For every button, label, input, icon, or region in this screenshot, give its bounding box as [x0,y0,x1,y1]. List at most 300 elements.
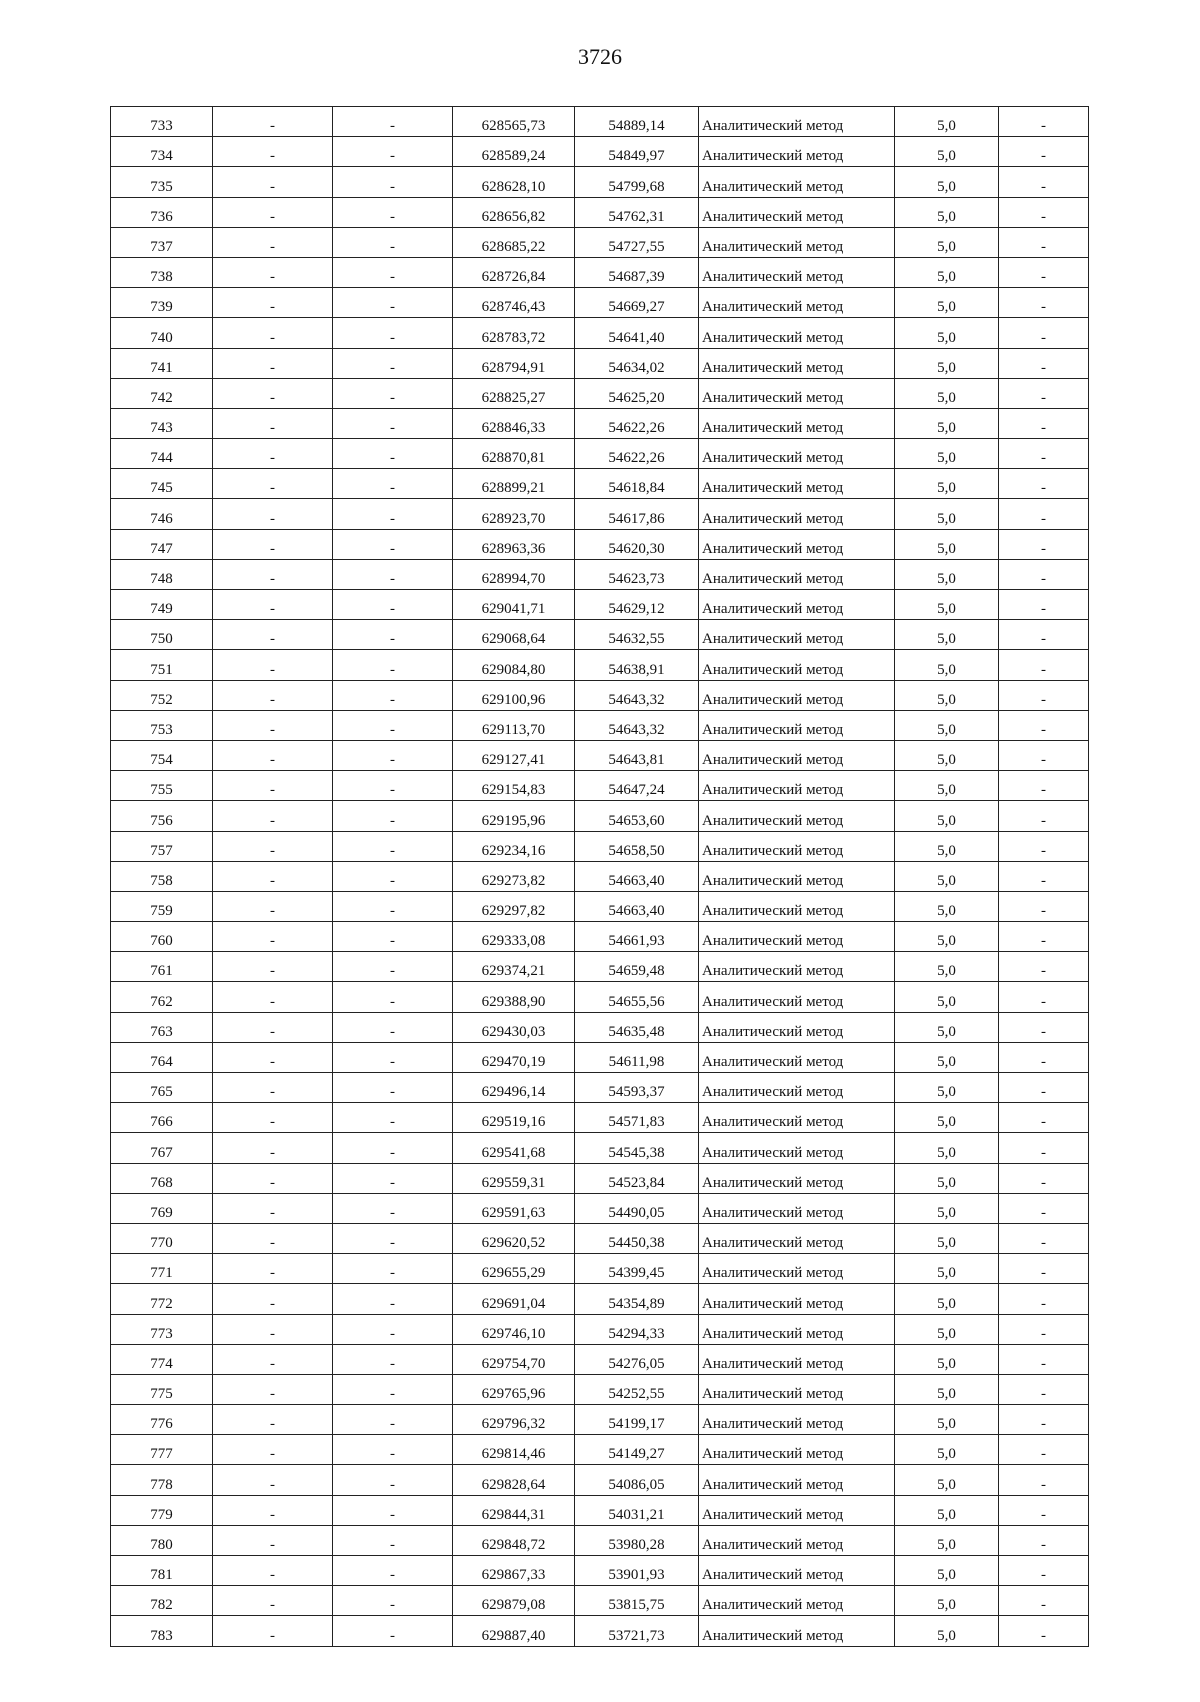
point-number-cell: 761 [111,952,213,982]
empty-x-cell: - [213,1284,333,1314]
point-number-cell: 757 [111,831,213,861]
method-cell: Аналитический метод [699,891,895,921]
empty-y-cell: - [333,1495,453,1525]
description-cell: - [999,378,1089,408]
accuracy-cell: 5,0 [895,227,999,257]
description-cell: - [999,1495,1089,1525]
point-number-cell: 753 [111,710,213,740]
y-coordinate-cell: 54622,26 [575,408,699,438]
table-row [111,891,1089,921]
table-row [111,318,1089,348]
y-coordinate-cell: 54086,05 [575,1465,699,1495]
empty-x-cell: - [213,891,333,921]
table-row [111,107,1089,137]
point-number-cell: 772 [111,1284,213,1314]
point-number-cell: 735 [111,167,213,197]
description-cell: - [999,257,1089,287]
method-cell: Аналитический метод [699,1223,895,1253]
empty-x-cell: - [213,1586,333,1616]
x-coordinate-cell: 628783,72 [453,318,575,348]
point-number-cell: 756 [111,801,213,831]
method-cell: Аналитический метод [699,861,895,891]
method-cell: Аналитический метод [699,1344,895,1374]
x-coordinate-cell: 628923,70 [453,499,575,529]
point-number-cell: 736 [111,197,213,227]
empty-y-cell: - [333,107,453,137]
y-coordinate-cell: 54490,05 [575,1193,699,1223]
y-coordinate-cell: 54663,40 [575,861,699,891]
table-row [111,982,1089,1012]
method-cell: Аналитический метод [699,1495,895,1525]
method-cell: Аналитический метод [699,1616,895,1646]
point-number-cell: 777 [111,1435,213,1465]
empty-x-cell: - [213,1193,333,1223]
accuracy-cell: 5,0 [895,1012,999,1042]
method-cell: Аналитический метод [699,1556,895,1586]
empty-x-cell: - [213,1163,333,1193]
point-number-cell: 745 [111,469,213,499]
description-cell: - [999,1616,1089,1646]
point-number-cell: 759 [111,891,213,921]
x-coordinate-cell: 628565,73 [453,107,575,137]
method-cell: Аналитический метод [699,439,895,469]
y-coordinate-cell: 54399,45 [575,1254,699,1284]
description-cell: - [999,680,1089,710]
point-number-cell: 750 [111,620,213,650]
table-row [111,1556,1089,1586]
accuracy-cell: 5,0 [895,107,999,137]
table-row [111,499,1089,529]
empty-x-cell: - [213,982,333,1012]
accuracy-cell: 5,0 [895,1525,999,1555]
x-coordinate-cell: 629113,70 [453,710,575,740]
x-coordinate-cell: 629100,96 [453,680,575,710]
x-coordinate-cell: 629620,52 [453,1223,575,1253]
table-row [111,1344,1089,1374]
description-cell: - [999,1465,1089,1495]
method-cell: Аналитический метод [699,590,895,620]
table-row [111,1525,1089,1555]
empty-y-cell: - [333,680,453,710]
empty-y-cell: - [333,1223,453,1253]
x-coordinate-cell: 628746,43 [453,288,575,318]
empty-y-cell: - [333,257,453,287]
table-row [111,1103,1089,1133]
y-coordinate-cell: 54545,38 [575,1133,699,1163]
table-row [111,559,1089,589]
description-cell: - [999,1254,1089,1284]
empty-x-cell: - [213,257,333,287]
x-coordinate-cell: 629084,80 [453,650,575,680]
table-row [111,801,1089,831]
x-coordinate-cell: 628994,70 [453,559,575,589]
page-number: 3726 [578,44,622,69]
x-coordinate-cell: 629814,46 [453,1435,575,1465]
point-number-cell: 746 [111,499,213,529]
accuracy-cell: 5,0 [895,1133,999,1163]
description-cell: - [999,1284,1089,1314]
empty-x-cell: - [213,922,333,952]
description-cell: - [999,922,1089,952]
method-cell: Аналитический метод [699,620,895,650]
table-row [111,1405,1089,1435]
y-coordinate-cell: 53815,75 [575,1586,699,1616]
point-number-cell: 737 [111,227,213,257]
point-number-cell: 780 [111,1525,213,1555]
accuracy-cell: 5,0 [895,771,999,801]
x-coordinate-cell: 629879,08 [453,1586,575,1616]
description-cell: - [999,1133,1089,1163]
point-number-cell: 744 [111,439,213,469]
accuracy-cell: 5,0 [895,1495,999,1525]
empty-x-cell: - [213,1405,333,1435]
accuracy-cell: 5,0 [895,1223,999,1253]
point-number-cell: 763 [111,1012,213,1042]
description-cell: - [999,107,1089,137]
y-coordinate-cell: 54593,37 [575,1073,699,1103]
y-coordinate-cell: 54354,89 [575,1284,699,1314]
empty-y-cell: - [333,590,453,620]
empty-y-cell: - [333,861,453,891]
y-coordinate-cell: 54149,27 [575,1435,699,1465]
empty-y-cell: - [333,982,453,1012]
table-row [111,1616,1089,1646]
table-row [111,740,1089,770]
empty-x-cell: - [213,831,333,861]
point-number-cell: 742 [111,378,213,408]
description-cell: - [999,1344,1089,1374]
table-row [111,469,1089,499]
empty-x-cell: - [213,227,333,257]
empty-y-cell: - [333,650,453,680]
point-number-cell: 769 [111,1193,213,1223]
x-coordinate-cell: 629887,40 [453,1616,575,1646]
table-row [111,197,1089,227]
x-coordinate-cell: 629591,63 [453,1193,575,1223]
empty-x-cell: - [213,137,333,167]
x-coordinate-cell: 629655,29 [453,1254,575,1284]
description-cell: - [999,801,1089,831]
accuracy-cell: 5,0 [895,1254,999,1284]
y-coordinate-cell: 54889,14 [575,107,699,137]
accuracy-cell: 5,0 [895,590,999,620]
y-coordinate-cell: 54658,50 [575,831,699,861]
empty-y-cell: - [333,1284,453,1314]
x-coordinate-cell: 629496,14 [453,1073,575,1103]
y-coordinate-cell: 54571,83 [575,1103,699,1133]
method-cell: Аналитический метод [699,680,895,710]
point-number-cell: 755 [111,771,213,801]
description-cell: - [999,559,1089,589]
empty-y-cell: - [333,1586,453,1616]
x-coordinate-cell: 629559,31 [453,1163,575,1193]
empty-x-cell: - [213,1254,333,1284]
point-number-cell: 743 [111,408,213,438]
method-cell: Аналитический метод [699,710,895,740]
accuracy-cell: 5,0 [895,1586,999,1616]
method-cell: Аналитический метод [699,1374,895,1404]
accuracy-cell: 5,0 [895,1616,999,1646]
accuracy-cell: 5,0 [895,1314,999,1344]
accuracy-cell: 5,0 [895,1193,999,1223]
table-row [111,137,1089,167]
table-row [111,1465,1089,1495]
empty-y-cell: - [333,1012,453,1042]
table-row [111,529,1089,559]
x-coordinate-cell: 629297,82 [453,891,575,921]
x-coordinate-cell: 629796,32 [453,1405,575,1435]
table-row [111,952,1089,982]
point-number-cell: 738 [111,257,213,287]
table-row [111,348,1089,378]
table-row [111,1495,1089,1525]
accuracy-cell: 5,0 [895,1556,999,1586]
y-coordinate-cell: 54635,48 [575,1012,699,1042]
x-coordinate-cell: 629154,83 [453,771,575,801]
point-number-cell: 760 [111,922,213,952]
empty-x-cell: - [213,378,333,408]
description-cell: - [999,1012,1089,1042]
empty-x-cell: - [213,1616,333,1646]
y-coordinate-cell: 54031,21 [575,1495,699,1525]
table-row [111,1374,1089,1404]
x-coordinate-cell: 629519,16 [453,1103,575,1133]
table-row [111,1586,1089,1616]
table-row [111,1133,1089,1163]
accuracy-cell: 5,0 [895,891,999,921]
empty-x-cell: - [213,1465,333,1495]
x-coordinate-cell: 629068,64 [453,620,575,650]
empty-x-cell: - [213,1495,333,1525]
empty-x-cell: - [213,197,333,227]
accuracy-cell: 5,0 [895,137,999,167]
accuracy-cell: 5,0 [895,1405,999,1435]
empty-y-cell: - [333,740,453,770]
point-number-cell: 764 [111,1042,213,1072]
description-cell: - [999,227,1089,257]
accuracy-cell: 5,0 [895,1284,999,1314]
method-cell: Аналитический метод [699,1435,895,1465]
x-coordinate-cell: 629844,31 [453,1495,575,1525]
method-cell: Аналитический метод [699,107,895,137]
empty-y-cell: - [333,1163,453,1193]
table-row [111,1254,1089,1284]
empty-x-cell: - [213,1314,333,1344]
accuracy-cell: 5,0 [895,257,999,287]
empty-y-cell: - [333,288,453,318]
accuracy-cell: 5,0 [895,1042,999,1072]
empty-y-cell: - [333,408,453,438]
accuracy-cell: 5,0 [895,288,999,318]
x-coordinate-cell: 629867,33 [453,1556,575,1586]
x-coordinate-cell: 629234,16 [453,831,575,861]
y-coordinate-cell: 54641,40 [575,318,699,348]
method-cell: Аналитический метод [699,982,895,1012]
y-coordinate-cell: 54653,60 [575,801,699,831]
method-cell: Аналитический метод [699,288,895,318]
y-coordinate-cell: 54762,31 [575,197,699,227]
accuracy-cell: 5,0 [895,469,999,499]
description-cell: - [999,831,1089,861]
description-cell: - [999,891,1089,921]
table-row [111,1314,1089,1344]
empty-y-cell: - [333,1374,453,1404]
empty-x-cell: - [213,952,333,982]
description-cell: - [999,1586,1089,1616]
method-cell: Аналитический метод [699,650,895,680]
accuracy-cell: 5,0 [895,680,999,710]
empty-y-cell: - [333,952,453,982]
point-number-cell: 779 [111,1495,213,1525]
empty-x-cell: - [213,318,333,348]
x-coordinate-cell: 629127,41 [453,740,575,770]
table-row [111,620,1089,650]
empty-x-cell: - [213,680,333,710]
method-cell: Аналитический метод [699,1314,895,1344]
empty-y-cell: - [333,1103,453,1133]
point-number-cell: 768 [111,1163,213,1193]
empty-x-cell: - [213,1103,333,1133]
empty-x-cell: - [213,1374,333,1404]
accuracy-cell: 5,0 [895,831,999,861]
method-cell: Аналитический метод [699,740,895,770]
table-row [111,1163,1089,1193]
empty-y-cell: - [333,1042,453,1072]
method-cell: Аналитический метод [699,952,895,982]
description-cell: - [999,1042,1089,1072]
y-coordinate-cell: 54618,84 [575,469,699,499]
y-coordinate-cell: 54294,33 [575,1314,699,1344]
table-row [111,650,1089,680]
point-number-cell: 783 [111,1616,213,1646]
x-coordinate-cell: 628656,82 [453,197,575,227]
table-row [111,408,1089,438]
method-cell: Аналитический метод [699,1012,895,1042]
y-coordinate-cell: 54643,32 [575,680,699,710]
table-row [111,1042,1089,1072]
method-cell: Аналитический метод [699,227,895,257]
empty-x-cell: - [213,801,333,831]
method-cell: Аналитический метод [699,801,895,831]
accuracy-cell: 5,0 [895,801,999,831]
description-cell: - [999,1435,1089,1465]
y-coordinate-cell: 54620,30 [575,529,699,559]
point-number-cell: 758 [111,861,213,891]
x-coordinate-cell: 629691,04 [453,1284,575,1314]
empty-y-cell: - [333,891,453,921]
empty-y-cell: - [333,499,453,529]
empty-y-cell: - [333,710,453,740]
x-coordinate-cell: 628685,22 [453,227,575,257]
x-coordinate-cell: 629374,21 [453,952,575,982]
x-coordinate-cell: 628899,21 [453,469,575,499]
method-cell: Аналитический метод [699,1465,895,1495]
table-row [111,831,1089,861]
y-coordinate-cell: 53901,93 [575,1556,699,1586]
empty-x-cell: - [213,710,333,740]
y-coordinate-cell: 54611,98 [575,1042,699,1072]
point-number-cell: 741 [111,348,213,378]
accuracy-cell: 5,0 [895,1103,999,1133]
empty-y-cell: - [333,831,453,861]
description-cell: - [999,740,1089,770]
empty-y-cell: - [333,469,453,499]
y-coordinate-cell: 54625,20 [575,378,699,408]
empty-y-cell: - [333,439,453,469]
description-cell: - [999,439,1089,469]
y-coordinate-cell: 54450,38 [575,1223,699,1253]
empty-y-cell: - [333,559,453,589]
empty-y-cell: - [333,378,453,408]
method-cell: Аналитический метод [699,1042,895,1072]
description-cell: - [999,861,1089,891]
accuracy-cell: 5,0 [895,197,999,227]
method-cell: Аналитический метод [699,167,895,197]
method-cell: Аналитический метод [699,559,895,589]
x-coordinate-cell: 629746,10 [453,1314,575,1344]
table-row [111,227,1089,257]
accuracy-cell: 5,0 [895,439,999,469]
accuracy-cell: 5,0 [895,740,999,770]
description-cell: - [999,529,1089,559]
table-row [111,861,1089,891]
method-cell: Аналитический метод [699,529,895,559]
description-cell: - [999,1556,1089,1586]
empty-y-cell: - [333,167,453,197]
point-number-cell: 752 [111,680,213,710]
table-row [111,167,1089,197]
empty-y-cell: - [333,1556,453,1586]
accuracy-cell: 5,0 [895,1073,999,1103]
empty-x-cell: - [213,559,333,589]
method-cell: Аналитический метод [699,1586,895,1616]
accuracy-cell: 5,0 [895,378,999,408]
accuracy-cell: 5,0 [895,408,999,438]
table-row [111,288,1089,318]
empty-y-cell: - [333,1435,453,1465]
x-coordinate-cell: 628963,36 [453,529,575,559]
description-cell: - [999,167,1089,197]
method-cell: Аналитический метод [699,1073,895,1103]
empty-x-cell: - [213,620,333,650]
accuracy-cell: 5,0 [895,861,999,891]
accuracy-cell: 5,0 [895,710,999,740]
empty-x-cell: - [213,1344,333,1374]
method-cell: Аналитический метод [699,1193,895,1223]
x-coordinate-cell: 629828,64 [453,1465,575,1495]
table-row [111,1435,1089,1465]
empty-x-cell: - [213,1223,333,1253]
point-number-cell: 740 [111,318,213,348]
empty-y-cell: - [333,1073,453,1103]
description-cell: - [999,499,1089,529]
method-cell: Аналитический метод [699,1254,895,1284]
empty-y-cell: - [333,1254,453,1284]
table-row [111,1193,1089,1223]
y-coordinate-cell: 54663,40 [575,891,699,921]
x-coordinate-cell: 629754,70 [453,1344,575,1374]
empty-y-cell: - [333,1344,453,1374]
accuracy-cell: 5,0 [895,167,999,197]
description-cell: - [999,590,1089,620]
empty-y-cell: - [333,1133,453,1163]
y-coordinate-cell: 54623,73 [575,559,699,589]
point-number-cell: 781 [111,1556,213,1586]
table-row [111,378,1089,408]
description-cell: - [999,952,1089,982]
description-cell: - [999,771,1089,801]
table-row [111,257,1089,287]
